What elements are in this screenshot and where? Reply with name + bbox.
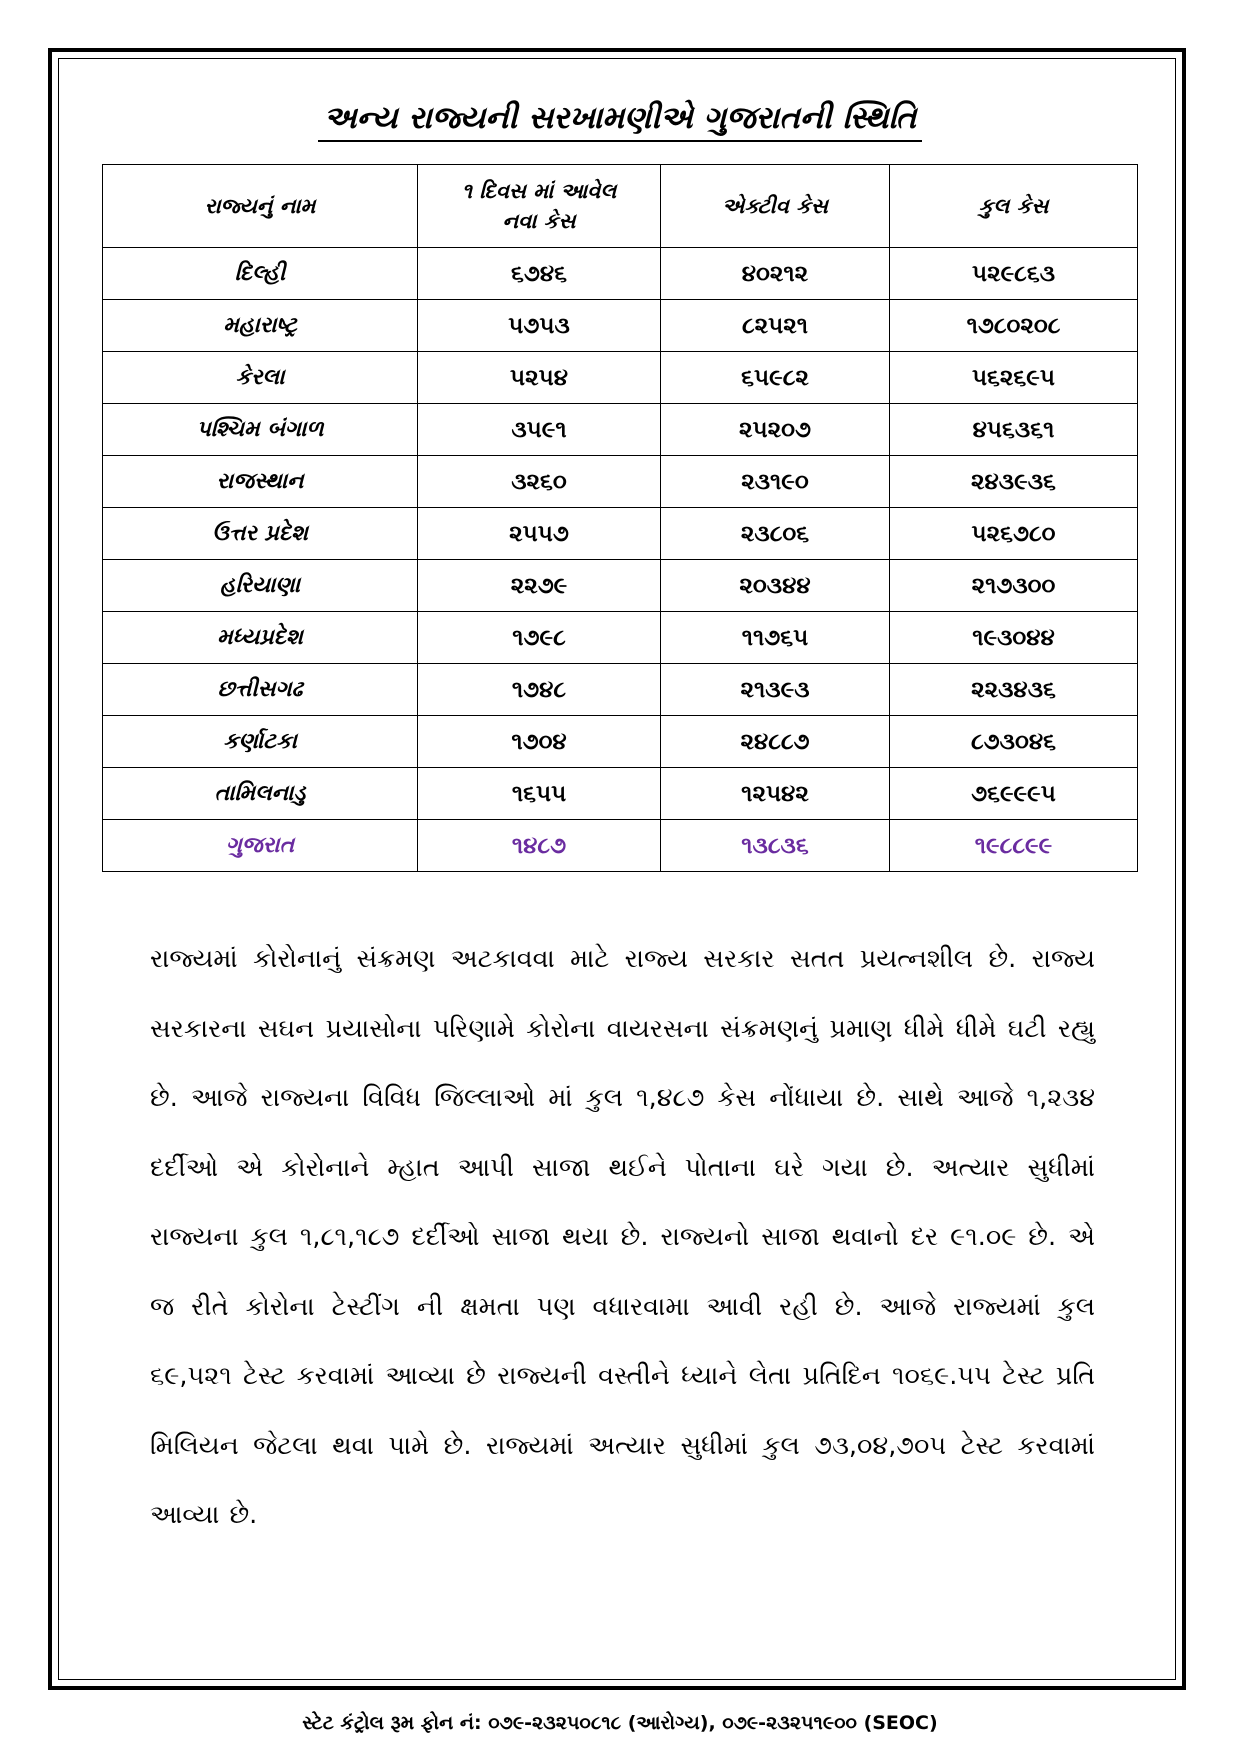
table-row [103,560,1138,612]
total-cases-cell: ૨૪૩૯૩૬ [890,456,1138,508]
header-new-cases [418,165,661,248]
table-row [103,248,1138,300]
new-cases-cell: ૧૬૫૫ [418,768,661,820]
active-cases-cell: ૨૦૩૪૪ [661,560,890,612]
state-name-cell: મધ્યપ્રદેશ [103,612,418,664]
table-row [103,300,1138,352]
table-row [103,612,1138,664]
footer-contact: સ્ટેટ કંટ્રોલ રૂમ ફોન નં: ૦૭૯-૨૩૨૫૦૮૧૮ (આરોગ્ય), ૦૭૯-૨૩૨૫૧૯૦૦ (SEOC) [302,1712,938,1734]
table-body [103,248,1138,872]
summary-paragraph: રાજ્યમાં કોરોનાનું સંક્રમણ અટકાવવા માટે રાજ્ય સરકાર સતત પ્રયત્નશીલ છે. રાજ્ય સરકારના સઘન પ્રયાસોના પરિણામે કોરોના વાયરસના સંક્રમણનું પ્રમાણ ધીમે ધીમે ઘટી રહ્યુ છે. આજે રાજ્યના વિવિધ જિલ્લાઓ માં કુલ ૧,૪૮૭ કેસ નોંધાયા છે. સાથે આજે ૧,૨૩૪ દર્દીઓ એ કોરોનાને મ્હાત આપી સાજા થઈને પોતાના ઘરે ગયા છે. અત્યાર સુધીમાં રાજ્યના કુલ ૧,૮૧,૧૮૭ દર્દીઓ સાજા થયા છે. રાજ્યનો સાજા થવાનો દર ૯૧.૦૯ છે. એ જ રીતે કોરોના ટેસ્ટીંગ ની ક્ષમતા પણ વધારવામા આવી રહી છે. આજે રાજ્યમાં કુલ ૬૯,૫૨૧ ટેસ્ટ કરવામાં આવ્યા છે રાજ્યની વસ્તીને ધ્યાને લેતા પ્રતિદિન ૧૦૬૯.૫૫ ટેસ્ટ પ્રતિ મિલિયન જેટલા થવા પામે છે. રાજ્યમાં અત્યાર સુધીમાં કુલ ૭૩,૦૪,૭૦૫ ટેસ્ટ કરવામાં આવ્યા છે. [150,944,1095,1530]
total-cases-cell: ૧૭૮૦૨૦૮ [890,300,1138,352]
new-cases-cell: ૧૭૦૪ [418,716,661,768]
total-cases-cell: ૫૨૬૭૮૦ [890,508,1138,560]
state-name-cell: રાજસ્થાન [103,456,418,508]
active-cases-cell: ૨૪૮૮૭ [661,716,890,768]
active-cases-cell: ૬૫૯૮૨ [661,352,890,404]
total-cases-cell: ૧૯૩૦૪૪ [890,612,1138,664]
new-cases-cell: ૧૭૪૮ [418,664,661,716]
state-name-cell: મહારાષ્ટ્ર [103,300,418,352]
total-cases-cell: ૫૨૯૮૬૩ [890,248,1138,300]
state-name-cell: પશ્ચિમ બંગાળ [103,404,418,456]
total-cases-cell: ૭૬૯૯૯૫ [890,768,1138,820]
new-cases-cell: ૩૫૯૧ [418,404,661,456]
total-cases-cell: ૪૫૬૩૬૧ [890,404,1138,456]
total-cases-cell: ૨૧૭૩૦૦ [890,560,1138,612]
active-cases-cell: ૨૫૨૦૭ [661,404,890,456]
active-cases-cell: ૧૨૫૪૨ [661,768,890,820]
active-cases-cell: ૧૩૮૩૬ [661,820,890,872]
active-cases-cell: ૧૧૭૬૫ [661,612,890,664]
table-row [103,352,1138,404]
new-cases-cell: ૩૨૬૦ [418,456,661,508]
table-row [103,820,1138,872]
new-cases-cell: ૬૭૪૬ [418,248,661,300]
table-row [103,404,1138,456]
total-cases-cell: ૧૯૮૮૯૯ [890,820,1138,872]
active-cases-cell: ૨૩૧૯૦ [661,456,890,508]
total-cases-cell: ૨૨૩૪૩૬ [890,664,1138,716]
table-header-row [103,165,1138,248]
active-cases-cell: ૨૩૮૦૬ [661,508,890,560]
state-name-cell: કર્ણાટકા [103,716,418,768]
header-state-name: રાજ્યનું નામ [103,165,418,248]
active-cases-cell: ૨૧૩૯૩ [661,664,890,716]
header-total-cases: કુલ કેસ [890,165,1138,248]
total-cases-cell: ૫૬૨૬૯૫ [890,352,1138,404]
active-cases-cell: ૪૦૨૧૨ [661,248,890,300]
header-active-cases: એક્ટીવ કેસ [661,165,890,248]
state-name-cell: દિલ્હી [103,248,418,300]
state-comparison-table [102,164,1138,872]
state-name-cell: ઉત્તર પ્રદેશ [103,508,418,560]
state-name-cell: કેરલા [103,352,418,404]
table-row [103,456,1138,508]
state-name-cell: તામિલનાડુ [103,768,418,820]
state-name-cell: ગુજરાત [103,820,418,872]
header-new-cases-text: ૧ દિવસ માં આવેલ નવા કેસ [461,179,617,233]
new-cases-cell: ૨૫૫૭ [418,508,661,560]
new-cases-cell: ૫૭૫૩ [418,300,661,352]
heading-text: અન્ય રાજ્યની સરખામણીએ ગુજરાતની સ્થિતિ [318,98,922,142]
new-cases-cell: ૧૭૯૮ [418,612,661,664]
table-row [103,508,1138,560]
table-row [103,664,1138,716]
active-cases-cell: ૮૨૫૨૧ [661,300,890,352]
new-cases-cell: ૧૪૮૭ [418,820,661,872]
table-row [103,768,1138,820]
total-cases-cell: ૮૭૩૦૪૬ [890,716,1138,768]
table-row [103,716,1138,768]
state-name-cell: હરિયાણા [103,560,418,612]
page-heading [0,98,1240,142]
new-cases-cell: ૫૨૫૪ [418,352,661,404]
new-cases-cell: ૨૨૭૯ [418,560,661,612]
state-name-cell: છત્તીસગઢ [103,664,418,716]
